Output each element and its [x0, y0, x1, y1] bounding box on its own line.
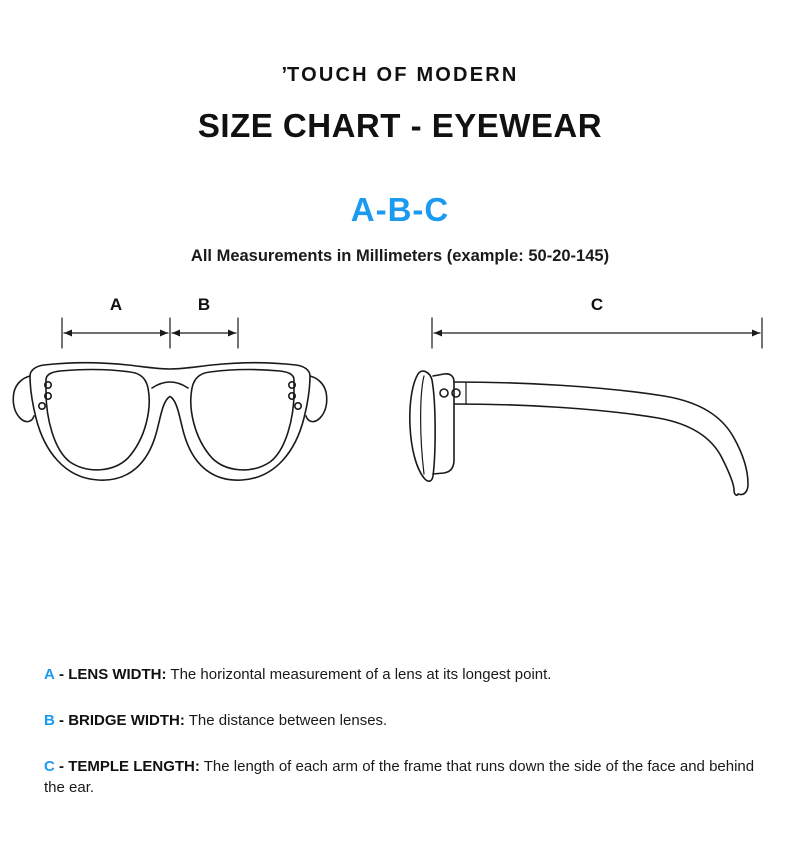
- legend-key-a: A: [44, 666, 55, 683]
- legend-desc-bridge-width: The distance between lenses.: [188, 711, 388, 729]
- brand-name: TOUCH OF MODERN: [287, 64, 519, 86]
- legend-dash-b: -: [59, 711, 65, 729]
- legend-item-temple-length: [44, 756, 756, 800]
- eyewear-diagram-svg: [0, 292, 800, 532]
- page-title: SIZE CHART - EYEWEAR: [197, 107, 603, 144]
- label-c: C: [590, 295, 604, 314]
- legend-key-c: C: [44, 757, 55, 775]
- legend: [44, 664, 756, 799]
- eyewear-diagram: [0, 292, 800, 532]
- size-chart-page: [0, 64, 800, 864]
- legend-desc-temple-length: The length of each arm of the frame that runs down the side of the face and behind the ear.: [44, 757, 755, 797]
- legend-item-bridge-width: [44, 710, 756, 732]
- legend-item-lens-width: [44, 664, 756, 686]
- abc-heading: A-B-C: [350, 191, 450, 228]
- legend-label-temple-length: TEMPLE LENGTH:: [68, 757, 200, 775]
- legend-dash-a: -: [59, 666, 65, 683]
- legend-dash-c: -: [59, 757, 65, 775]
- legend-key-b: B: [44, 711, 55, 729]
- brand-tick-mark: ’: [281, 64, 288, 86]
- legend-label-bridge-width: BRIDGE WIDTH:: [68, 711, 185, 729]
- label-a: A: [109, 295, 123, 314]
- label-b: B: [197, 295, 211, 314]
- legend-label-lens-width: LENS WIDTH:: [68, 666, 167, 683]
- legend-desc-lens-width: The horizontal measurement of a lens at its longest point.: [170, 666, 552, 683]
- measurement-units-note: All Measurements in Millimeters (example: 50-20-145): [190, 247, 610, 265]
- brand-title: [0, 64, 800, 87]
